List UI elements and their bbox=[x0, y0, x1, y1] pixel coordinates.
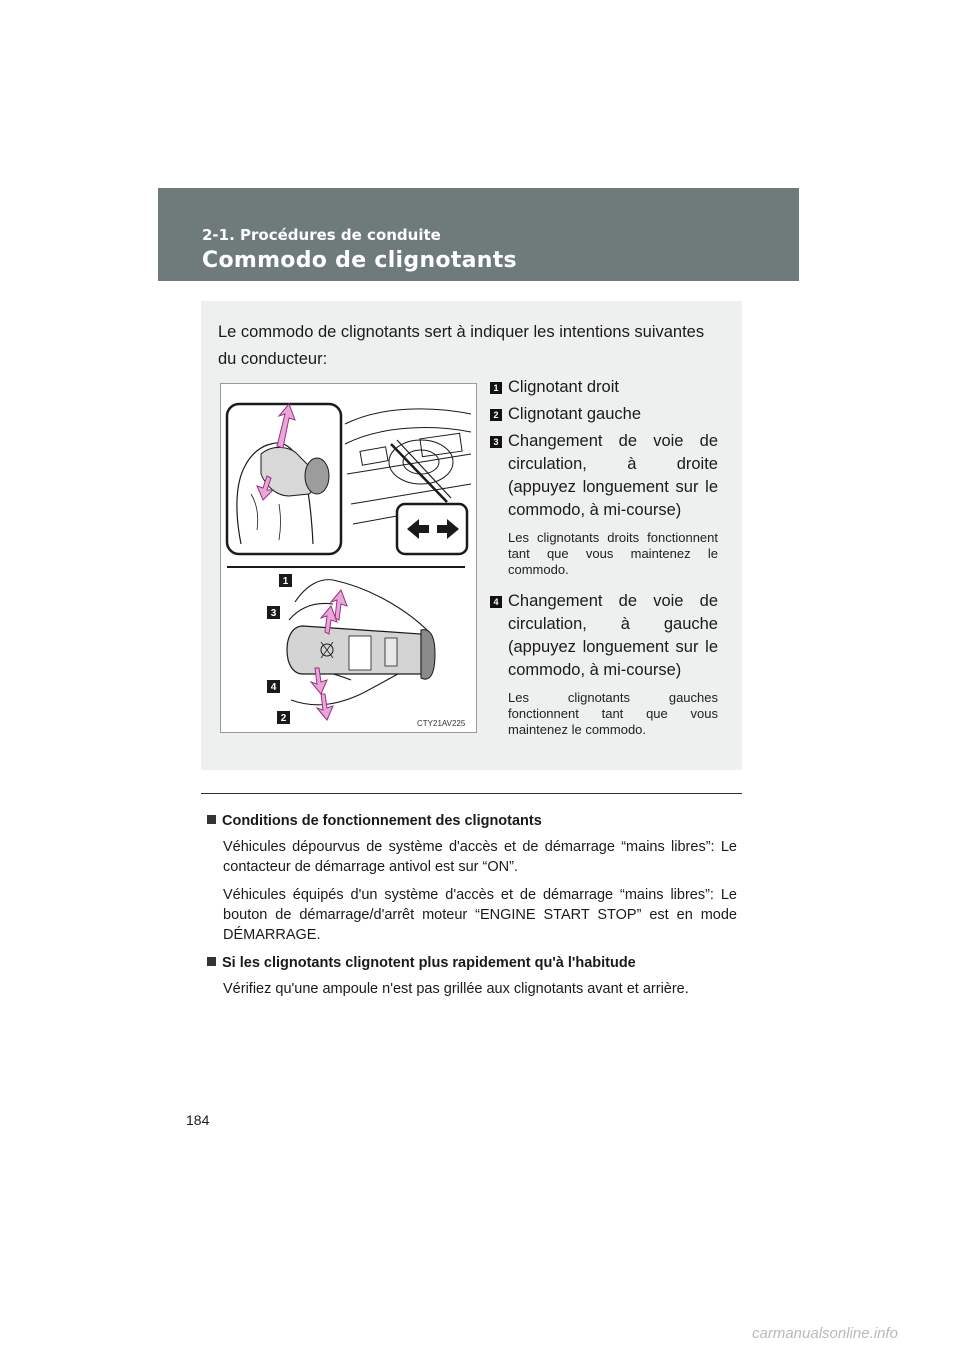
callout-2: 2 bbox=[280, 713, 287, 724]
notes-section bbox=[207, 811, 737, 1007]
legend-item-3 bbox=[490, 430, 718, 522]
legend-label: Clignotant gauche bbox=[508, 405, 642, 423]
note-paragraph: Vérifiez qu'une ampoule n'est pas grillée aux clignotants avant et arrière. bbox=[223, 981, 689, 997]
divider bbox=[201, 793, 742, 794]
callout-4: 4 bbox=[270, 682, 277, 693]
lever-body bbox=[287, 626, 435, 679]
legend-number: 4 bbox=[490, 596, 502, 608]
section-label: 2-1. Procédures de conduite bbox=[202, 226, 441, 244]
legend-number: 2 bbox=[490, 409, 502, 421]
page-number: 184 bbox=[186, 1112, 210, 1128]
legend-list bbox=[490, 376, 718, 738]
square-bullet-icon bbox=[207, 957, 216, 966]
intro-text: Le commodo de clignotants sert à indiquer les intentions suivantes du conducteur: bbox=[218, 323, 705, 368]
turn-signal-illustration bbox=[220, 383, 477, 733]
legend-label: Clignotant droit bbox=[508, 378, 619, 396]
legend-item-1 bbox=[490, 376, 718, 399]
note-paragraph: Véhicules équipés d'un système d'accès et de démarrage “mains libres”: Le bouton de démarrage/d'arrêt moteur “ENGINE START STOP” est en mode DÉMARRAGE. bbox=[223, 887, 737, 943]
legend-item-4 bbox=[490, 590, 718, 682]
callout-3: 3 bbox=[270, 608, 277, 619]
figure-code: CTY21AV225 bbox=[417, 719, 466, 728]
legend-note-3: Les clignotants droits fonctionnent tant que vous maintenez le commodo. bbox=[508, 530, 718, 577]
legend-number: 3 bbox=[490, 436, 502, 448]
arrow-2-icon bbox=[317, 694, 333, 720]
note-paragraph: Véhicules dépourvus de système d'accès et de démarrage “mains libres”: Le contacteur de démarrage antivol est sur “ON”. bbox=[223, 839, 737, 875]
legend-note-4: Les clignotants gauches fonctionnent tant que vous maintenez le commodo. bbox=[508, 690, 718, 737]
note-heading: Conditions de fonctionnement des clignotants bbox=[207, 811, 737, 831]
callout-1: 1 bbox=[282, 576, 289, 587]
legend-label: Changement de voie de circulation, à gauche (appuyez longuement sur le commodo, à mi-course) bbox=[508, 592, 718, 679]
chapter-header bbox=[158, 188, 799, 281]
legend-number: 1 bbox=[490, 382, 502, 394]
summary-panel bbox=[201, 301, 742, 770]
note-heading: Si les clignotants clignotent plus rapidement qu'à l'habitude bbox=[207, 953, 737, 973]
legend-item-2 bbox=[490, 403, 718, 426]
watermark-link[interactable]: carmanualsonline.info bbox=[752, 1325, 898, 1342]
page-title: Commodo de clignotants bbox=[202, 248, 517, 273]
legend-label: Changement de voie de circulation, à droite (appuyez longuement sur le commodo, à mi-course) bbox=[508, 432, 718, 519]
square-bullet-icon bbox=[207, 815, 216, 824]
